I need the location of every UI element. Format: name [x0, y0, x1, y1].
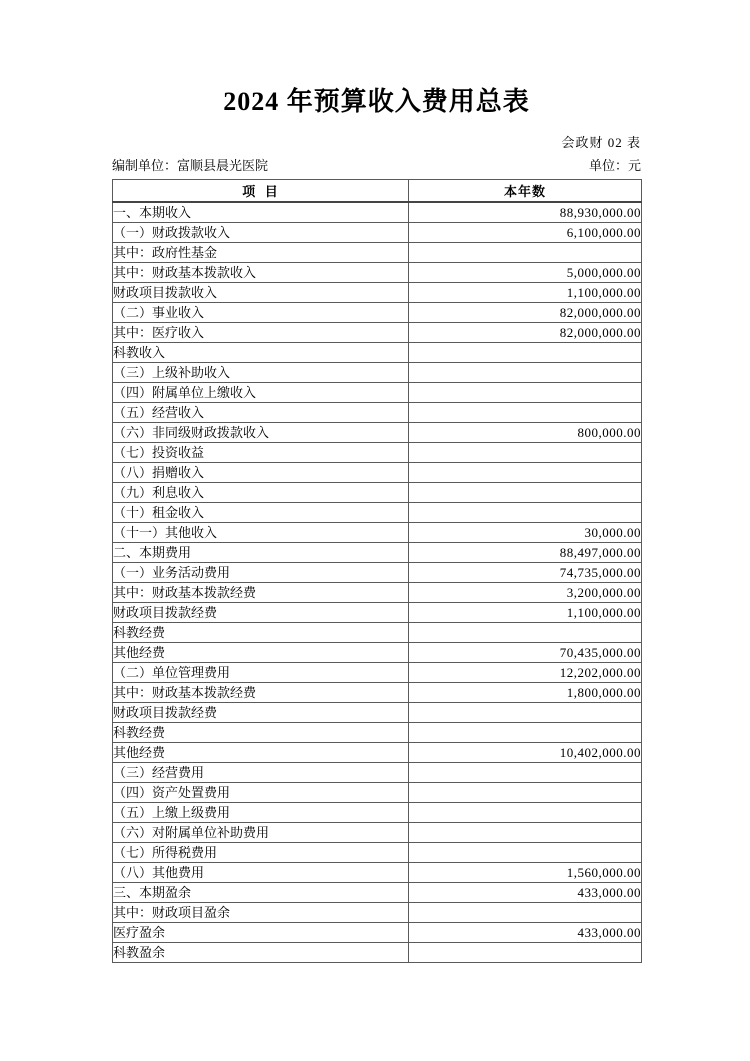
- table-row: [113, 482, 642, 502]
- amount-cell: 82,000,000.00: [409, 302, 642, 322]
- table-row: [113, 782, 642, 802]
- item-cell: （二）单位管理费用: [113, 662, 409, 682]
- item-cell: （四）附属单位上缴收入: [113, 382, 409, 402]
- table-row: [113, 542, 642, 562]
- item-cell: （五）经营收入: [113, 402, 409, 422]
- amount-cell: 433,000.00: [409, 882, 642, 902]
- table-row: [113, 342, 642, 362]
- budget-table: [112, 179, 642, 963]
- amount-cell: 30,000.00: [409, 522, 642, 542]
- form-code: 会政财 02 表: [561, 134, 641, 150]
- amount-cell: [409, 362, 642, 382]
- table-header: [113, 179, 642, 202]
- table-body: [113, 202, 642, 963]
- unit-label: 单位：元: [588, 157, 641, 173]
- table-row: [113, 242, 642, 262]
- amount-cell: 74,735,000.00: [409, 562, 642, 582]
- amount-cell: [409, 382, 642, 402]
- item-cell: 科教收入: [113, 342, 409, 362]
- item-cell: （三）上级补助收入: [113, 362, 409, 382]
- amount-cell: 82,000,000.00: [409, 322, 642, 342]
- item-cell: 科教经费: [113, 722, 409, 742]
- item-cell: （九）利息收入: [113, 482, 409, 502]
- table-row: [113, 302, 642, 322]
- item-cell: 其他经费: [113, 642, 409, 662]
- item-cell: 财政项目拨款收入: [113, 282, 409, 302]
- amount-cell: [409, 702, 642, 722]
- table-row: [113, 262, 642, 282]
- document-title: 2024 年预算收入费用总表: [223, 87, 530, 116]
- amount-cell: 1,800,000.00: [409, 682, 642, 702]
- amount-cell: [409, 842, 642, 862]
- item-cell: 财政项目拨款经费: [113, 702, 409, 722]
- item-cell: （八）其他费用: [113, 862, 409, 882]
- item-cell: 其中：医疗收入: [113, 322, 409, 342]
- item-cell: 医疗盈余: [113, 922, 409, 942]
- item-cell: （六）对附属单位补助费用: [113, 822, 409, 842]
- item-cell: （十一）其他收入: [113, 522, 409, 542]
- table-row: [113, 822, 642, 842]
- amount-cell: 5,000,000.00: [409, 262, 642, 282]
- table-row: [113, 682, 642, 702]
- item-cell: 科教盈余: [113, 942, 409, 962]
- amount-cell: [409, 342, 642, 362]
- amount-cell: [409, 802, 642, 822]
- table-row: [113, 702, 642, 722]
- column-header-item: 项 目: [113, 179, 409, 202]
- amount-cell: [409, 242, 642, 262]
- table-row: [113, 722, 642, 742]
- meta-row: [112, 155, 641, 174]
- table-row: [113, 462, 642, 482]
- header-row: [113, 179, 642, 202]
- amount-cell: 1,100,000.00: [409, 282, 642, 302]
- table-row: [113, 842, 642, 862]
- item-cell: 其中：政府性基金: [113, 242, 409, 262]
- amount-cell: [409, 762, 642, 782]
- item-cell: （六）非同级财政拨款收入: [113, 422, 409, 442]
- item-cell: 财政项目拨款经费: [113, 602, 409, 622]
- prepared-by-label: 编制单位：富顺县晨光医院: [112, 157, 269, 173]
- table-row: [113, 362, 642, 382]
- amount-cell: [409, 722, 642, 742]
- table-row: [113, 802, 642, 822]
- amount-cell: [409, 942, 642, 962]
- table-row: [113, 382, 642, 402]
- item-cell: （八）捐赠收入: [113, 462, 409, 482]
- amount-cell: 12,202,000.00: [409, 662, 642, 682]
- table-row: [113, 282, 642, 302]
- table-row: [113, 642, 642, 662]
- table-row: [113, 202, 642, 223]
- table-row: [113, 942, 642, 962]
- column-header-amount: 本年数: [409, 179, 642, 202]
- table-row: [113, 862, 642, 882]
- item-cell: 其中：财政基本拨款经费: [113, 682, 409, 702]
- document-content: [112, 0, 641, 963]
- table-row: [113, 602, 642, 622]
- amount-cell: 88,930,000.00: [409, 202, 642, 223]
- item-cell: （四）资产处置费用: [113, 782, 409, 802]
- table-row: [113, 742, 642, 762]
- item-cell: （一）财政拨款收入: [113, 222, 409, 242]
- table-row: [113, 882, 642, 902]
- table-row: [113, 522, 642, 542]
- table-row: [113, 422, 642, 442]
- item-cell: 二、本期费用: [113, 542, 409, 562]
- item-cell: 其中：财政基本拨款经费: [113, 582, 409, 602]
- table-row: [113, 622, 642, 642]
- item-cell: 一、本期收入: [113, 202, 409, 223]
- item-cell: 其他经费: [113, 742, 409, 762]
- item-cell: （十）租金收入: [113, 502, 409, 522]
- table-row: [113, 222, 642, 242]
- item-cell: 其中：财政项目盈余: [113, 902, 409, 922]
- table-row: [113, 562, 642, 582]
- item-cell: （五）上缴上级费用: [113, 802, 409, 822]
- amount-cell: [409, 782, 642, 802]
- amount-cell: 433,000.00: [409, 922, 642, 942]
- amount-cell: [409, 622, 642, 642]
- table-row: [113, 922, 642, 942]
- item-cell: （七）投资收益: [113, 442, 409, 462]
- item-cell: 其中：财政基本拨款收入: [113, 262, 409, 282]
- amount-cell: [409, 822, 642, 842]
- item-cell: 科教经费: [113, 622, 409, 642]
- table-row: [113, 442, 642, 462]
- table-row: [113, 662, 642, 682]
- amount-cell: 10,402,000.00: [409, 742, 642, 762]
- amount-cell: [409, 462, 642, 482]
- table-row: [113, 582, 642, 602]
- table-row: [113, 762, 642, 782]
- table-row: [113, 502, 642, 522]
- table-row: [113, 402, 642, 422]
- item-cell: （一）业务活动费用: [113, 562, 409, 582]
- amount-cell: [409, 902, 642, 922]
- amount-cell: 70,435,000.00: [409, 642, 642, 662]
- amount-cell: 88,497,000.00: [409, 542, 642, 562]
- amount-cell: [409, 482, 642, 502]
- amount-cell: [409, 442, 642, 462]
- item-cell: （三）经营费用: [113, 762, 409, 782]
- amount-cell: 800,000.00: [409, 422, 642, 442]
- amount-cell: 3,200,000.00: [409, 582, 642, 602]
- table-row: [113, 322, 642, 342]
- amount-cell: [409, 402, 642, 422]
- item-cell: （二）事业收入: [113, 302, 409, 322]
- table-row: [113, 902, 642, 922]
- amount-cell: 6,100,000.00: [409, 222, 642, 242]
- amount-cell: 1,560,000.00: [409, 862, 642, 882]
- amount-cell: [409, 502, 642, 522]
- item-cell: 三、本期盈余: [113, 882, 409, 902]
- item-cell: （七）所得税费用: [113, 842, 409, 862]
- amount-cell: 1,100,000.00: [409, 602, 642, 622]
